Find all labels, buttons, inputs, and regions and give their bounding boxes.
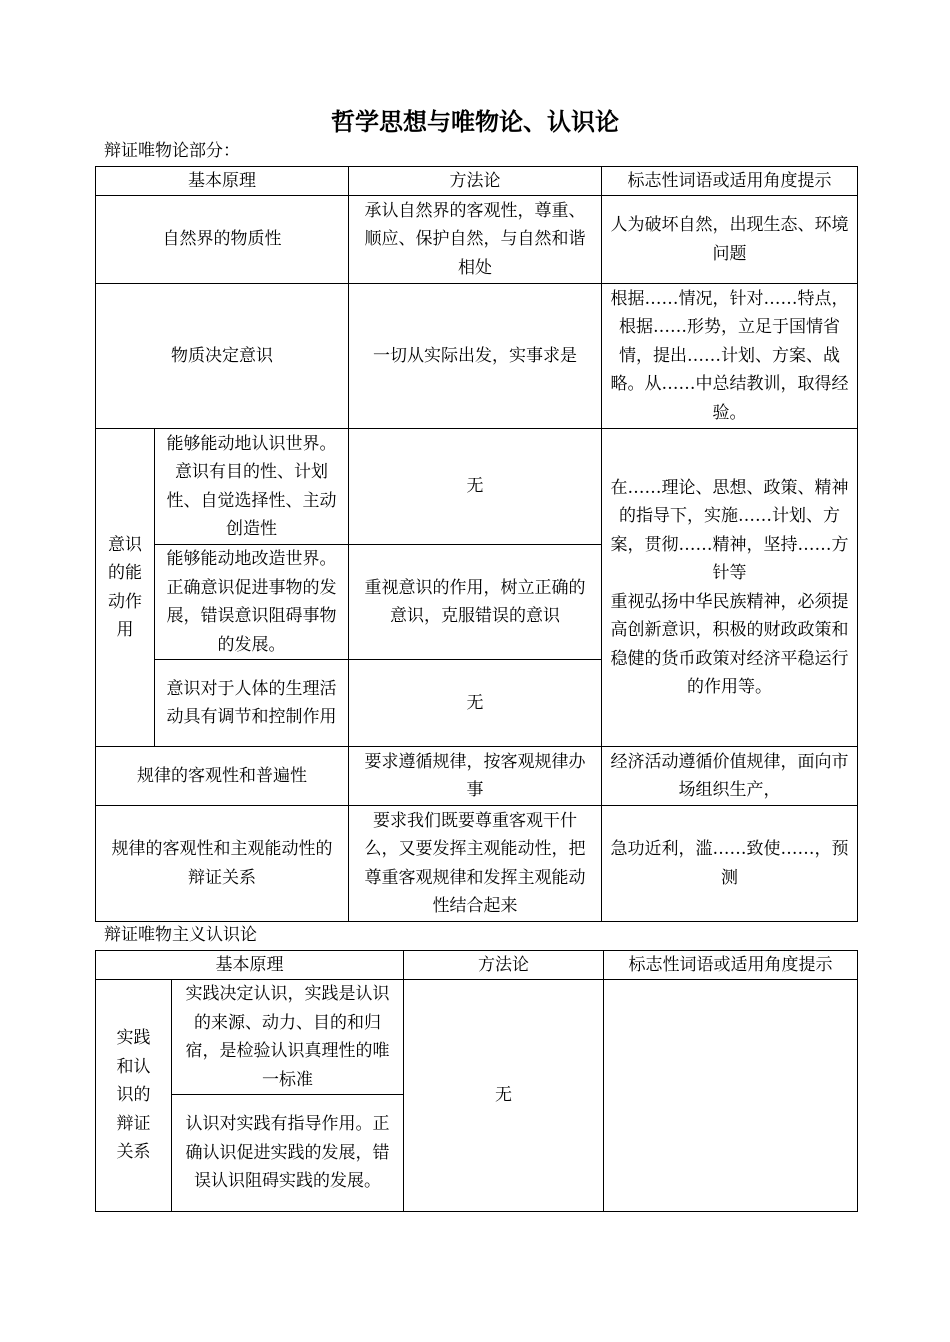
consciousness-group-label: 意识的能动作用 (96, 429, 155, 747)
table-row (96, 196, 858, 284)
header-principle: 基本原理 (96, 951, 404, 980)
method-cell: 无 (349, 660, 602, 747)
principle-cell: 规律的客观性和普遍性 (96, 747, 349, 806)
hint-paragraph: 在……理论、思想、政策、精神的指导下，实施……计划、方案，贯彻……精神，坚持……方针等 (610, 477, 849, 583)
header-hint: 标志性词语或适用角度提示 (602, 167, 858, 196)
sub-principle-cell: 意识对于人体的生理活动具有调节和控制作用 (155, 660, 349, 747)
method-cell: 要求遵循规律，按客观规律办事 (349, 747, 602, 806)
header-method: 方法论 (404, 951, 604, 980)
principle-cell: 规律的客观性和主观能动性的辩证关系 (96, 806, 349, 922)
sub-principle-cell: 实践决定认识，实践是认识的来源、动力、目的和归宿，是检验认识真理性的唯一标准 (172, 980, 404, 1095)
table-row (96, 284, 858, 429)
sub-principle-cell: 认识对实践有指导作用。正确认识促进实践的发展，错误认识阻碍实践的发展。 (172, 1095, 404, 1212)
header-hint: 标志性词语或适用角度提示 (604, 951, 858, 980)
page-title: 哲学思想与唯物论、认识论 (331, 107, 619, 136)
section-label-epistemology: 辩证唯物主义认识论 (104, 925, 257, 945)
table-header-row (96, 951, 858, 980)
practice-group-label: 实践和认识的辩证关系 (96, 980, 172, 1212)
hint-cell: 根据……情况，针对……特点，根据……形势，立足于国情省情，提出……计划、方案、战略。从……中总结教训，取得经验。 (602, 284, 858, 429)
method-cell: 一切从实际出发，实事求是 (349, 284, 602, 429)
sub-principle-cell: 能够能动地认识世界。意识有目的性、计划性、自觉选择性、主动创造性 (155, 429, 349, 545)
hint-cell: 经济活动遵循价值规律，面向市场组织生产， (602, 747, 858, 806)
materialism-table (95, 166, 858, 922)
table-row (96, 747, 858, 806)
method-cell: 无 (349, 429, 602, 545)
principle-cell: 物质决定意识 (96, 284, 349, 429)
hint-paragraph: 重视弘扬中华民族精神，必须提高创新意识，积极的财政政策和稳健的货币政策对经济平稳运行的作用等。 (610, 591, 849, 697)
section-label-materialism: 辩证唯物论部分： (104, 141, 240, 161)
consciousness-hint-cell (602, 429, 858, 747)
hint-cell: 急功近利，滥……致使……，预测 (602, 806, 858, 922)
header-principle: 基本原理 (96, 167, 349, 196)
hint-cell: 人为破坏自然，出现生态、环境问题 (602, 196, 858, 284)
table-header-row (96, 167, 858, 196)
epistemology-table (95, 950, 858, 1212)
method-cell: 要求我们既要尊重客观干什么，又要发挥主观能动性，把尊重客观规律和发挥主观能动性结合起来 (349, 806, 602, 922)
header-method: 方法论 (349, 167, 602, 196)
table-row (96, 429, 858, 545)
table-row (96, 980, 858, 1095)
table-row (96, 806, 858, 922)
principle-cell: 自然界的物质性 (96, 196, 349, 284)
method-cell: 承认自然界的客观性，尊重、顺应、保护自然，与自然和谐相处 (349, 196, 602, 284)
method-cell: 无 (404, 980, 604, 1212)
hint-cell (604, 980, 858, 1212)
method-cell: 重视意识的作用，树立正确的意识，克服错误的意识 (349, 545, 602, 660)
sub-principle-cell: 能够能动地改造世界。正确意识促进事物的发展，错误意识阻碍事物的发展。 (155, 545, 349, 660)
